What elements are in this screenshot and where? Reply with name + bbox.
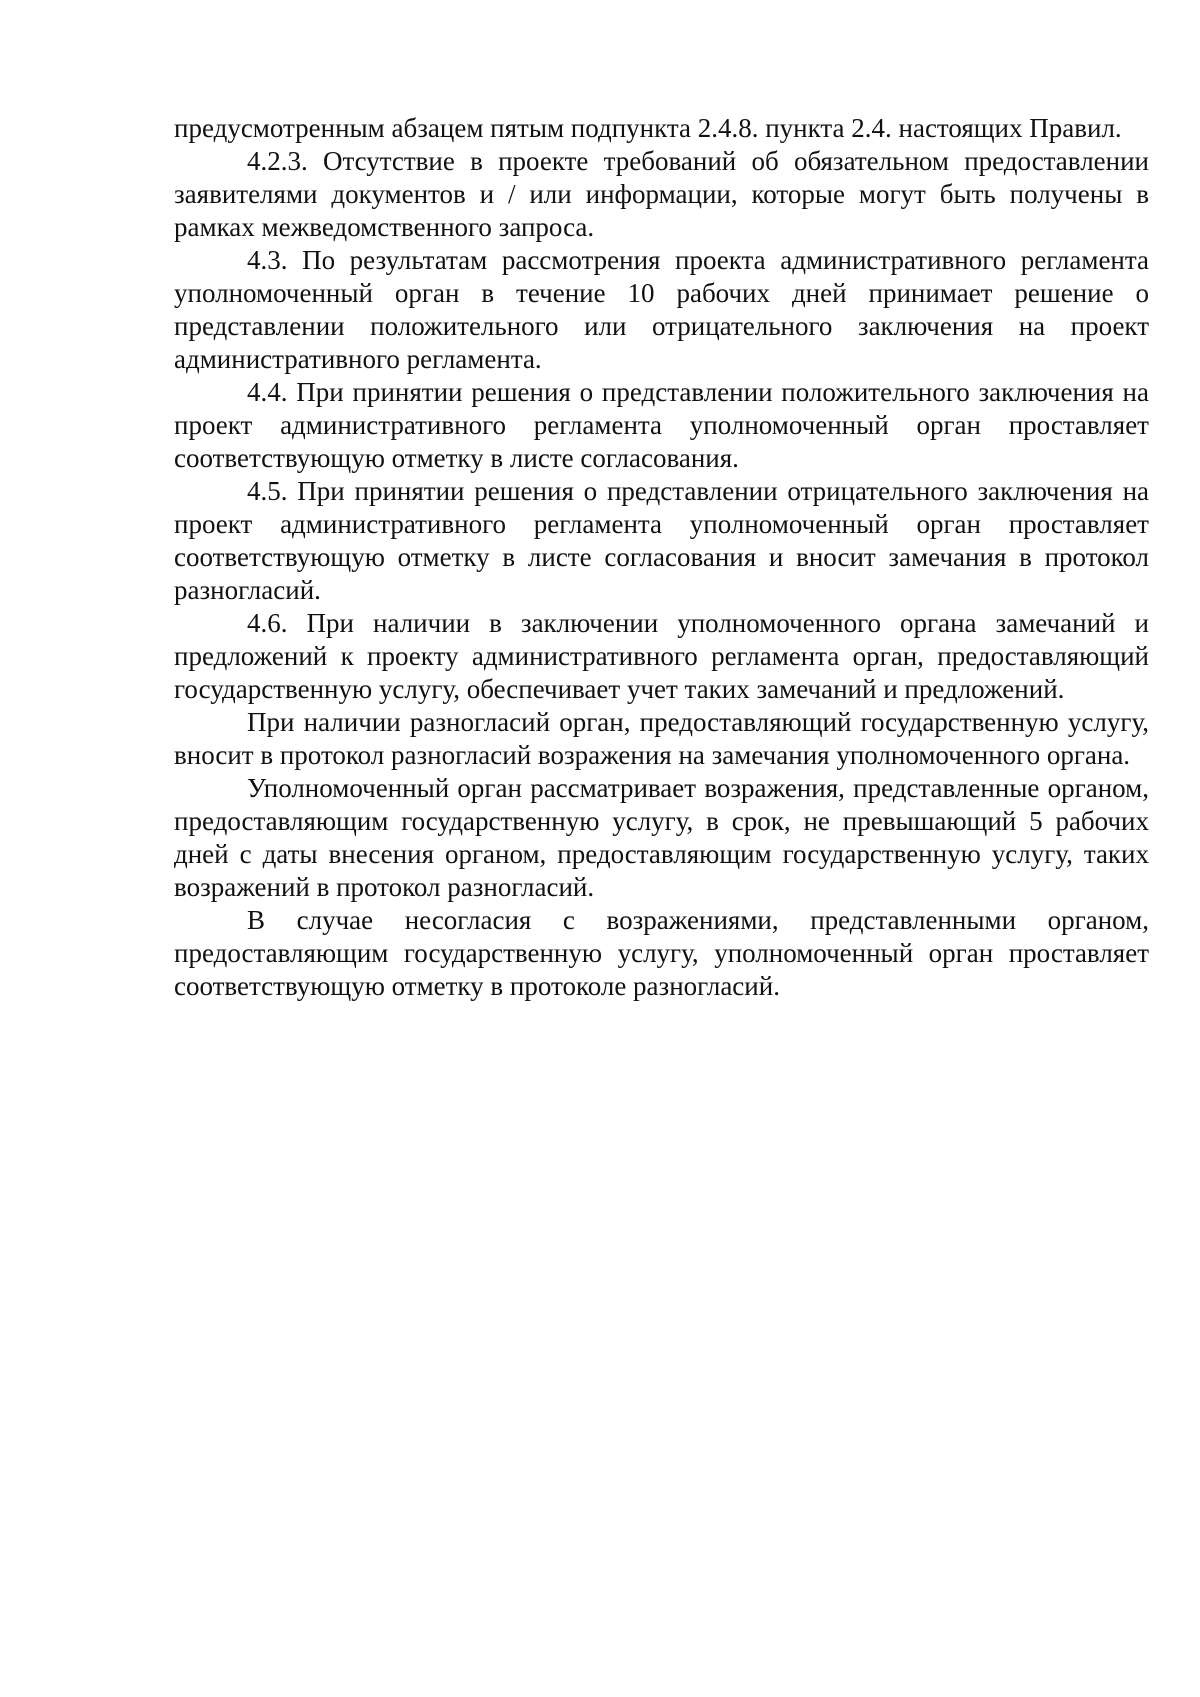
paragraph-4-4: 4.4. При принятии решения о представлении положительного заключения на проект административного регламента уполномоченный орган проставляет соответствующую отметку в листе согласования. — [174, 377, 1149, 473]
paragraph-4-6: 4.6. При наличии в заключении уполномоченного органа замечаний и предложений к проекту административного регламента орган, предоставляющий государственную услугу, обеспечивает учет таких замечаний и предложений. — [174, 608, 1149, 704]
paragraph-continuation: предусмотренным абзацем пятым подпункта 2.4.8. пункта 2.4. настоящих Правил. — [174, 113, 1122, 143]
paragraph-non-agreement: В случае несогласия с возражениями, представленными органом, предоставляющим государственную услугу, уполномоченный орган проставляет соответствующую отметку в протоколе разногласий. — [174, 905, 1149, 1001]
paragraph-4-3: 4.3. По результатам рассмотрения проекта административного регламента уполномоченный орган в течение 10 рабочих дней принимает решение о представлении положительного или отрицательного заключения на проект административного регламента. — [174, 245, 1149, 374]
paragraph-disagreement: При наличии разногласий орган, предоставляющий государственную услугу, вносит в протокол разногласий возражения на замечания уполномоченного органа. — [174, 707, 1149, 770]
document-body — [174, 112, 1149, 1003]
paragraph-4-5: 4.5. При принятии решения о представлении отрицательного заключения на проект административного регламента уполномоченный орган проставляет соответствующую отметку в листе согласования и вносит замечания в протокол разногласий. — [174, 476, 1149, 605]
paragraph-objections-review: Уполномоченный орган рассматривает возражения, представленные органом, предоставляющим государственную услугу, в срок, не превышающий 5 рабочих дней с даты внесения органом, предоставляющим государственную услугу, таких возражений в протокол разногласий. — [174, 773, 1149, 902]
paragraph-4-2-3: 4.2.3. Отсутствие в проекте требований об обязательном предоставлении заявителями документов и / или информации, которые могут быть получены в рамках межведомственного запроса. — [174, 146, 1149, 242]
